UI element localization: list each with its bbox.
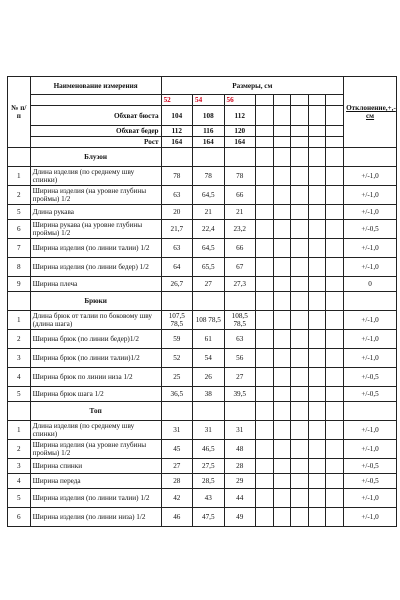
- section-row: [8, 292, 397, 311]
- measurement-name: Ширина брюк по линии низа 1/2: [30, 368, 161, 387]
- empty-cell: [326, 459, 344, 474]
- size-value: 65,5: [193, 258, 224, 277]
- empty-cell: [291, 368, 309, 387]
- empty-cell: [255, 387, 273, 402]
- empty-cell: [273, 167, 291, 186]
- section-row: [8, 148, 397, 167]
- empty-cell: [326, 330, 344, 349]
- empty-cell: [255, 167, 273, 186]
- empty-cell: [291, 402, 309, 421]
- size-value: 21: [193, 205, 224, 220]
- empty-cell: [326, 402, 344, 421]
- empty-cell: [308, 148, 326, 167]
- size-value: 26,7: [161, 277, 192, 292]
- empty-cell: [255, 148, 273, 167]
- measurement-name: Ширина изделия (на уровне глубины проймы) 1/2: [30, 186, 161, 205]
- size-value: 25: [161, 368, 192, 387]
- measure-value: 164: [224, 137, 255, 148]
- size-value: 64: [161, 258, 192, 277]
- measure-value: 112: [161, 126, 192, 137]
- tolerance-value: +/-1,0: [344, 186, 397, 205]
- size-value: 49: [224, 508, 255, 527]
- size-value: 31: [224, 421, 255, 440]
- empty-cell: [255, 349, 273, 368]
- empty-cell: [291, 459, 309, 474]
- tolerance-value: +/-1,0: [344, 421, 397, 440]
- tolerance-value: +/-1,0: [344, 258, 397, 277]
- empty-cell: [273, 421, 291, 440]
- header-tolerance: Отклонение,+,- см: [344, 77, 397, 148]
- table-row: [8, 368, 397, 387]
- empty-cell: [273, 220, 291, 239]
- empty-cell: [224, 292, 255, 311]
- empty-cell: [273, 368, 291, 387]
- empty-cell: [326, 368, 344, 387]
- empty-cell: [291, 239, 309, 258]
- header-sizes: Размеры, см: [161, 77, 344, 95]
- size-value: 42: [161, 489, 192, 508]
- size-value: 61: [193, 330, 224, 349]
- size-value: 107,5 78,5: [161, 311, 192, 330]
- empty-cell: [308, 349, 326, 368]
- measurement-name: Ширина спинки: [30, 459, 161, 474]
- size-value: 27: [224, 368, 255, 387]
- empty-cell: [291, 277, 309, 292]
- empty-cell: [273, 258, 291, 277]
- empty-cell: [308, 421, 326, 440]
- empty-cell: [326, 205, 344, 220]
- measure-value: 104: [161, 106, 192, 126]
- empty-cell: [326, 277, 344, 292]
- empty-cell: [255, 330, 273, 349]
- empty-cell: [291, 148, 309, 167]
- section-no-blank: [8, 402, 31, 421]
- row-number: 2: [8, 330, 31, 349]
- empty-cell: [224, 402, 255, 421]
- size-value: 23,2: [224, 220, 255, 239]
- measure-value: 116: [193, 126, 224, 137]
- empty-cell: [291, 311, 309, 330]
- empty-cell: [326, 489, 344, 508]
- empty-cell: [255, 421, 273, 440]
- measure-value: 120: [224, 126, 255, 137]
- tolerance-value: +/-1,0: [344, 311, 397, 330]
- measure-label: Обхват бедер: [30, 126, 161, 137]
- size-value: 66: [224, 186, 255, 205]
- measurement-name: Ширина плеча: [30, 277, 161, 292]
- size-value: 28,5: [193, 474, 224, 489]
- empty-cell: [255, 258, 273, 277]
- table-row: [8, 489, 397, 508]
- size-56: 56: [224, 95, 255, 106]
- size-value: 64,5: [193, 186, 224, 205]
- empty-cell: [326, 239, 344, 258]
- table-row: [8, 239, 397, 258]
- size-value: 27: [193, 277, 224, 292]
- empty-cell: [308, 508, 326, 527]
- tolerance-value: +/-1,0: [344, 489, 397, 508]
- empty-cell: [308, 459, 326, 474]
- section-no-blank: [8, 292, 31, 311]
- size-value: 26: [193, 368, 224, 387]
- empty-cell: [344, 292, 397, 311]
- measure-value: 112: [224, 106, 255, 126]
- empty-cell: [326, 220, 344, 239]
- empty-cell: [255, 459, 273, 474]
- header-name: Наименование измерения: [30, 77, 161, 95]
- empty-cell: [255, 508, 273, 527]
- size-52: 52: [161, 95, 192, 106]
- measurement-name: Ширина рукава (на уровне глубины проймы) 1/2: [30, 220, 161, 239]
- size-value: 21: [224, 205, 255, 220]
- row-number: 6: [8, 508, 31, 527]
- empty-cell: [273, 402, 291, 421]
- table-row: [8, 508, 397, 527]
- measurement-name: Ширина изделия (по линии талии) 1/2: [30, 489, 161, 508]
- empty-cell: [273, 186, 291, 205]
- section-title: Топ: [30, 402, 161, 421]
- row-number: 1: [8, 421, 31, 440]
- measure-label: Обхват бюста: [30, 106, 161, 126]
- measurement-name: Ширина переда: [30, 474, 161, 489]
- row-number: 3: [8, 349, 31, 368]
- size-spec-table: [7, 76, 397, 527]
- measurement-name: Ширина брюк шага 1/2: [30, 387, 161, 402]
- row-number: 6: [8, 220, 31, 239]
- empty-cell: [193, 402, 224, 421]
- empty-cell: [308, 292, 326, 311]
- size-value: 28: [224, 459, 255, 474]
- empty-cell: [255, 292, 273, 311]
- measurement-name: Длина брюк от талии по боковому шву (длина шага): [30, 311, 161, 330]
- empty-cell: [326, 311, 344, 330]
- measurement-name: Длина изделия (по среднему шву спинки): [30, 421, 161, 440]
- section-title: Блузон: [30, 148, 161, 167]
- section-no-blank: [8, 148, 31, 167]
- empty-cell: [273, 239, 291, 258]
- empty-cell: [273, 489, 291, 508]
- size-value: 59: [161, 330, 192, 349]
- empty-cell: [308, 220, 326, 239]
- empty-cell: [308, 368, 326, 387]
- table-body: [8, 77, 397, 527]
- measure-value: 108: [193, 106, 224, 126]
- empty-cell: [255, 474, 273, 489]
- measure-value: 164: [193, 137, 224, 148]
- empty-cell: [308, 205, 326, 220]
- tolerance-value: +/-0,5: [344, 368, 397, 387]
- empty-cell: [326, 186, 344, 205]
- header-blank: [30, 95, 161, 106]
- empty-cell: [255, 186, 273, 205]
- table-row: [8, 220, 397, 239]
- empty-cell: [291, 508, 309, 527]
- table-row: [8, 440, 397, 459]
- tolerance-value: +/-1,0: [344, 440, 397, 459]
- empty-cell: [255, 277, 273, 292]
- empty-cell: [308, 277, 326, 292]
- table-row: [8, 387, 397, 402]
- size-value: 78: [193, 167, 224, 186]
- size-value: 29: [224, 474, 255, 489]
- row-number: 4: [8, 368, 31, 387]
- empty-cell: [326, 387, 344, 402]
- empty-cell: [255, 440, 273, 459]
- empty-cell: [255, 402, 273, 421]
- empty-cell: [255, 239, 273, 258]
- size-value: 36,5: [161, 387, 192, 402]
- size-value: 108 78,5: [193, 311, 224, 330]
- empty-cell: [161, 292, 192, 311]
- table-row: [8, 421, 397, 440]
- empty-cell: [273, 330, 291, 349]
- empty-cell: [291, 440, 309, 459]
- empty-cell: [308, 167, 326, 186]
- tolerance-value: +/-1,0: [344, 330, 397, 349]
- section-row: [8, 402, 397, 421]
- size-value: 56: [224, 349, 255, 368]
- size-value: 22,4: [193, 220, 224, 239]
- empty-cell: [255, 205, 273, 220]
- size-value: 39,5: [224, 387, 255, 402]
- empty-cell: [291, 220, 309, 239]
- empty-cell: [273, 311, 291, 330]
- empty-cell: [308, 402, 326, 421]
- measurement-name: Длина рукава: [30, 205, 161, 220]
- size-value: 27,5: [193, 459, 224, 474]
- empty-cell: [291, 421, 309, 440]
- empty-cell: [193, 148, 224, 167]
- empty-cell: [193, 292, 224, 311]
- row-number: 1: [8, 167, 31, 186]
- table-row: [8, 205, 397, 220]
- empty-cell: [344, 402, 397, 421]
- empty-cell: [255, 220, 273, 239]
- table-row: [8, 186, 397, 205]
- table-row: [8, 474, 397, 489]
- size-value: 63: [224, 330, 255, 349]
- empty-cell: [291, 489, 309, 508]
- size-value: 63: [161, 239, 192, 258]
- empty-cell: [308, 239, 326, 258]
- row-number: 7: [8, 239, 31, 258]
- size-value: 31: [193, 421, 224, 440]
- size-value: 27,3: [224, 277, 255, 292]
- table-row: [8, 349, 397, 368]
- size-value: 20: [161, 205, 192, 220]
- table-row: [8, 167, 397, 186]
- empty-cell: [308, 387, 326, 402]
- size-value: 108,5 78,5: [224, 311, 255, 330]
- size-value: 63: [161, 186, 192, 205]
- empty-cell: [161, 402, 192, 421]
- size-value: 28: [161, 474, 192, 489]
- empty-cell: [291, 292, 309, 311]
- size-value: 67: [224, 258, 255, 277]
- section-title: Брюки: [30, 292, 161, 311]
- empty-cell: [161, 148, 192, 167]
- size-value: 48: [224, 440, 255, 459]
- empty-cell: [273, 292, 291, 311]
- table-row: [8, 277, 397, 292]
- size-value: 45: [161, 440, 192, 459]
- measure-value: 164: [161, 137, 192, 148]
- size-value: 44: [224, 489, 255, 508]
- empty-cell: [273, 277, 291, 292]
- tolerance-value: +/-0,5: [344, 474, 397, 489]
- empty-cell: [255, 311, 273, 330]
- empty-cell: [273, 459, 291, 474]
- header-no: № п/п: [8, 77, 31, 148]
- size-value: 54: [193, 349, 224, 368]
- measurement-name: Ширина изделия (по линии бедер) 1/2: [30, 258, 161, 277]
- measurement-name: Ширина изделия (на уровне глубины проймы) 1/2: [30, 440, 161, 459]
- size-value: 78: [161, 167, 192, 186]
- row-number: 5: [8, 489, 31, 508]
- empty-cell: [255, 368, 273, 387]
- measurement-name: Ширина брюк (по линии талии)1/2: [30, 349, 161, 368]
- empty-cell: [255, 489, 273, 508]
- tolerance-value: +/-0,5: [344, 387, 397, 402]
- empty-cell: [273, 508, 291, 527]
- row-number: 8: [8, 258, 31, 277]
- tolerance-value: +/-1,0: [344, 205, 397, 220]
- size-value: 66: [224, 239, 255, 258]
- size-value: 21,7: [161, 220, 192, 239]
- row-number: 5: [8, 387, 31, 402]
- tolerance-value: +/-0,5: [344, 220, 397, 239]
- table-row: [8, 459, 397, 474]
- empty-cell: [308, 311, 326, 330]
- row-number: 2: [8, 186, 31, 205]
- empty-cell: [326, 508, 344, 527]
- empty-cell: [291, 205, 309, 220]
- size-value: 52: [161, 349, 192, 368]
- empty-cell: [291, 387, 309, 402]
- measure-label: Рост: [30, 137, 161, 148]
- table-row: [8, 258, 397, 277]
- empty-cell: [326, 349, 344, 368]
- empty-cell: [308, 474, 326, 489]
- empty-cell: [273, 205, 291, 220]
- size-value: 46: [161, 508, 192, 527]
- empty-cell: [291, 474, 309, 489]
- empty-cell: [273, 349, 291, 368]
- empty-cell: [326, 292, 344, 311]
- size-value: 78: [224, 167, 255, 186]
- empty-cell: [308, 186, 326, 205]
- empty-cell: [326, 421, 344, 440]
- size-value: 46,5: [193, 440, 224, 459]
- empty-cell: [273, 440, 291, 459]
- empty-cell: [291, 330, 309, 349]
- tolerance-value: 0: [344, 277, 397, 292]
- empty-cell: [291, 349, 309, 368]
- row-number: 2: [8, 440, 31, 459]
- empty-cell: [326, 440, 344, 459]
- empty-cell: [326, 258, 344, 277]
- measurement-name: Ширина брюк (по линии бедер)1/2: [30, 330, 161, 349]
- row-number: 9: [8, 277, 31, 292]
- tolerance-value: +/-1,0: [344, 349, 397, 368]
- empty-cell: [326, 474, 344, 489]
- empty-cell: [308, 440, 326, 459]
- empty-cell: [224, 148, 255, 167]
- empty-cell: [291, 258, 309, 277]
- tolerance-value: +/-1,0: [344, 239, 397, 258]
- size-value: 31: [161, 421, 192, 440]
- empty-cell: [273, 474, 291, 489]
- table-row: [8, 311, 397, 330]
- tolerance-value: +/-1,0: [344, 508, 397, 527]
- tolerance-value: +/-1,0: [344, 167, 397, 186]
- empty-cell: [308, 258, 326, 277]
- measurement-name: Ширина изделия (по линии талии) 1/2: [30, 239, 161, 258]
- empty-cell: [344, 148, 397, 167]
- tolerance-value: +/-0,5: [344, 459, 397, 474]
- size-value: 43: [193, 489, 224, 508]
- table-row: [8, 330, 397, 349]
- empty-cell: [291, 186, 309, 205]
- size-value: 64,5: [193, 239, 224, 258]
- row-number: 3: [8, 459, 31, 474]
- row-number: 5: [8, 205, 31, 220]
- empty-cell: [273, 148, 291, 167]
- size-value: 47,5: [193, 508, 224, 527]
- row-number: 1: [8, 311, 31, 330]
- empty-cell: [273, 387, 291, 402]
- empty-cell: [308, 330, 326, 349]
- measurement-name: Длина изделия (по среднему шву спинки): [30, 167, 161, 186]
- empty-cell: [326, 148, 344, 167]
- empty-cell: [308, 489, 326, 508]
- size-value: 27: [161, 459, 192, 474]
- size-value: 38: [193, 387, 224, 402]
- size-54: 54: [193, 95, 224, 106]
- empty-cell: [326, 167, 344, 186]
- row-number: 4: [8, 474, 31, 489]
- empty-cell: [291, 167, 309, 186]
- measurement-name: Ширина изделия (по линии низа) 1/2: [30, 508, 161, 527]
